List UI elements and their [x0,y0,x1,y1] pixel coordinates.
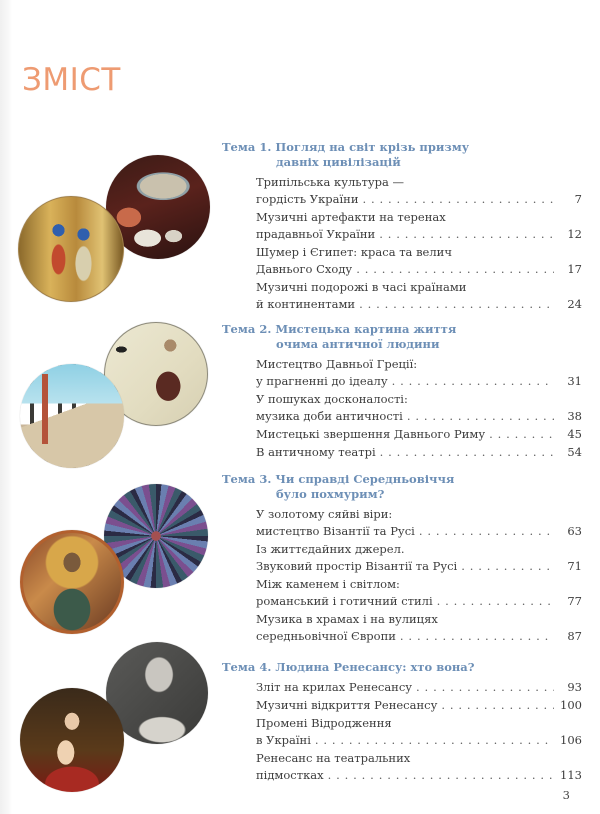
leader-dots [328,767,554,784]
entry-title-line1: Із життєдайних джерел. [256,542,405,556]
entry-title-line2: гордість України [256,192,359,206]
entry-title-line2: прадавньої України [256,227,376,241]
leader-dots [407,408,554,425]
leader-dots [416,679,554,696]
toc-entry[interactable] [256,444,582,461]
topic-title-line2: було похмурим? [276,487,385,501]
entry-title-line2: Звуковий простір Візантії та Русі [256,559,458,573]
topic-heading[interactable] [222,322,582,352]
entry-page-number: 7 [574,192,582,206]
entry-title-line1: Музика в храмах і на вулицях [256,612,438,626]
entry-page-number: 87 [567,629,582,643]
toc-entry[interactable] [256,679,582,696]
leader-dots [359,296,554,313]
leader-dots [461,558,554,575]
leader-dots [356,261,554,278]
entry-title-line1: Промені Відродження [256,716,392,730]
entry-title-line1: У пошуках досконалості: [256,392,408,406]
toc-entry[interactable] [256,209,582,243]
topic-heading[interactable] [222,472,582,502]
topic-label: Тема 3. [222,472,272,486]
topic-title-line2: давніх цивілізацій [276,155,401,169]
entry-page-number: 31 [567,374,582,388]
toc-entry[interactable] [256,576,582,610]
leader-dots [441,697,554,714]
topic-label: Тема 1. [222,140,272,154]
topic-4 [222,660,582,785]
entry-title-line1: Шумер і Єгипет: краса та велич [256,245,452,259]
topic-title-line1: Людина Ренесансу: хто вона? [275,660,475,674]
pantheon-image [20,364,124,468]
topic-3 [222,472,582,646]
page-title: ЗМІСТ [22,62,121,98]
topic-1 [222,140,582,314]
page-number: 3 [562,788,570,802]
toc-entry[interactable] [256,244,582,278]
entry-title-line1: Мистецтво Давньої Греції: [256,357,418,371]
entry-page-number: 45 [567,427,582,441]
entry-title: Зліт на крилах Ренесансу [256,680,413,694]
entry-title-line2: й континентами [256,297,356,311]
page-edge-shadow [0,0,12,814]
leader-dots [380,444,554,461]
topic-title-line1: Чи справді Середньовіччя [275,472,455,486]
entry-title-line1: Трипільська культура — [256,175,405,189]
entry-title-line2: музика доби античності [256,409,403,423]
leader-dots [392,373,554,390]
entry-title-line1: Між каменем і світлом: [256,577,400,591]
toc-entry[interactable] [256,697,582,714]
entry-title-line1: У золотому сяйві віри: [256,507,393,521]
madonna-painting-image [20,688,124,792]
leader-dots [363,191,554,208]
entry-page-number: 24 [567,297,582,311]
toc-entry[interactable] [256,715,582,749]
entry-title-line2: середньовічної Європи [256,629,396,643]
entry-page-number: 71 [567,559,582,573]
entry-title-line2: романський і готичний стилі [256,594,433,608]
entry-page-number: 54 [567,445,582,459]
topic-title-line1: Погляд на світ крізь призму [275,140,470,154]
entry-title-line1: Музичні артефакти на теренах [256,210,446,224]
entry-page-number: 12 [567,227,582,241]
toc-entry[interactable] [256,391,582,425]
entry-page-number: 17 [567,262,582,276]
topic-heading[interactable] [222,140,582,170]
leader-dots [379,226,554,243]
leader-dots [315,732,554,749]
topic-2 [222,322,582,462]
leader-dots [419,523,554,540]
toc-entry[interactable] [256,611,582,645]
entry-title-line2: мистецтво Візантії та Русі [256,524,415,538]
entry-title-line2: підмостках [256,768,324,782]
topic-heading[interactable] [222,660,582,675]
leader-dots [437,593,554,610]
toc-entry[interactable] [256,174,582,208]
egyptian-relief-image [18,196,124,302]
entry-title-line2: Давнього Сходу [256,262,353,276]
entry-title-line1: Ренесанс на театральних [256,751,411,765]
leader-dots [400,628,554,645]
entry-title: В античному театрі [256,445,376,459]
entry-title: Музичні відкриття Ренесансу [256,698,438,712]
toc-entry[interactable] [256,356,582,390]
entry-page-number: 38 [567,409,582,423]
entry-title-line2: в Україні [256,733,311,747]
toc-entry[interactable] [256,541,582,575]
leader-dots [489,426,554,443]
topic-title-line1: Мистецька картина життя [275,322,457,336]
topic-label: Тема 4. [222,660,272,674]
toc-entry[interactable] [256,279,582,313]
entry-page-number: 93 [567,680,582,694]
entry-title-line1: Музичні подорожі в часі країнами [256,280,467,294]
topic-title-line2: очима античної людини [276,337,440,351]
entry-page-number: 63 [567,524,582,538]
toc-entry[interactable] [256,426,582,443]
entry-title-line2: у прагненні до ідеалу [256,374,388,388]
byzantine-mosaic-image [20,530,124,634]
entry-title: Мистецькі звершення Давнього Риму [256,427,486,441]
entry-page-number: 77 [567,594,582,608]
toc-entry[interactable] [256,750,582,784]
topic-label: Тема 2. [222,322,272,336]
entry-page-number: 113 [560,768,582,782]
entry-page-number: 106 [560,733,582,747]
entry-page-number: 100 [560,698,582,712]
toc-entry[interactable] [256,506,582,540]
